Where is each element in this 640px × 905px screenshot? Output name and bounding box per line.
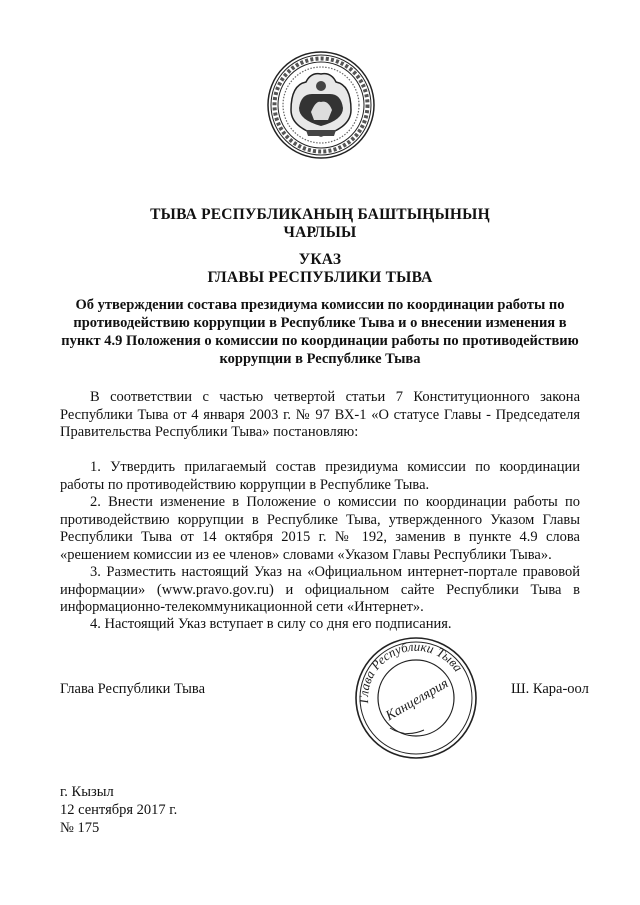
title-line-2: противодействию коррупции в Республике Тыва и о внесении изменения в: [73, 315, 567, 331]
signature-name: Ш. Кара-оол: [511, 681, 589, 697]
footer-city: г. Кызыл: [60, 784, 114, 800]
title-line-4: коррупции в Республике Тыва: [219, 351, 421, 367]
document-title: [60, 296, 580, 368]
header-line-2: ЧАРЛЫЫ: [283, 224, 357, 241]
footer-number: № 175: [60, 820, 100, 836]
tuva-emblem-icon: [266, 50, 376, 160]
title-line-3: пункт 4.9 Положения о комиссии по координации работы по противодействию: [61, 333, 579, 349]
item-1-paragraph: 1. Утвердить прилагаемый состав президиума комиссии по координации работы по противодействию коррупции в Республике Тыва.: [60, 459, 580, 493]
stamp-ring-text: Глава Республики Тыва: [355, 638, 466, 704]
preamble-paragraph: В соответствии с частью четвертой статьи 7 Конституционного закона Республики Тыва от 4 января 2003 г. № 97 ВХ-1 «О статусе Главы - Председателя Правительства Республики Тыва» постановляю:: [60, 389, 580, 440]
footer-date: 12 сентября 2017 г.: [60, 802, 178, 818]
office-stamp-icon: [352, 634, 480, 762]
item-3-paragraph: 3. Разместить настоящий Указ на «Официальном интернет-портале правовой информации» (www.pravo.gov.ru) и официальном сайте Республики Тыва в информационно-телекоммуникационной сети «Интернет».: [60, 564, 580, 615]
header-line-1: ТЫВА РЕСПУБЛИКАНЫҢ БАШТЫҢЫНЫҢ: [150, 206, 490, 223]
item-4-paragraph: 4. Настоящий Указ вступает в силу со дня его подписания.: [90, 616, 452, 632]
signature-position: Глава Республики Тыва: [60, 681, 206, 697]
title-line-1: Об утверждении состава президиума комиссии по координации работы по: [75, 297, 565, 313]
stamp-center-text: Канцелярия: [383, 676, 452, 725]
item-2-paragraph: 2. Внести изменение в Положение о комиссии по координации работы по противодействию коррупции в Республике Тыва, утвержденного Указом Главы Республики Тыва от 14 октября 2015 г. № 192, заменив в пункте 4.9 слова «решением комиссии из ее членов» словами «Указом Главы Республики Тыва».: [60, 494, 580, 563]
decree-heading: УКАЗ: [298, 251, 342, 268]
header-line-3: ГЛАВЫ РЕСПУБЛИКИ ТЫВА: [207, 269, 433, 286]
